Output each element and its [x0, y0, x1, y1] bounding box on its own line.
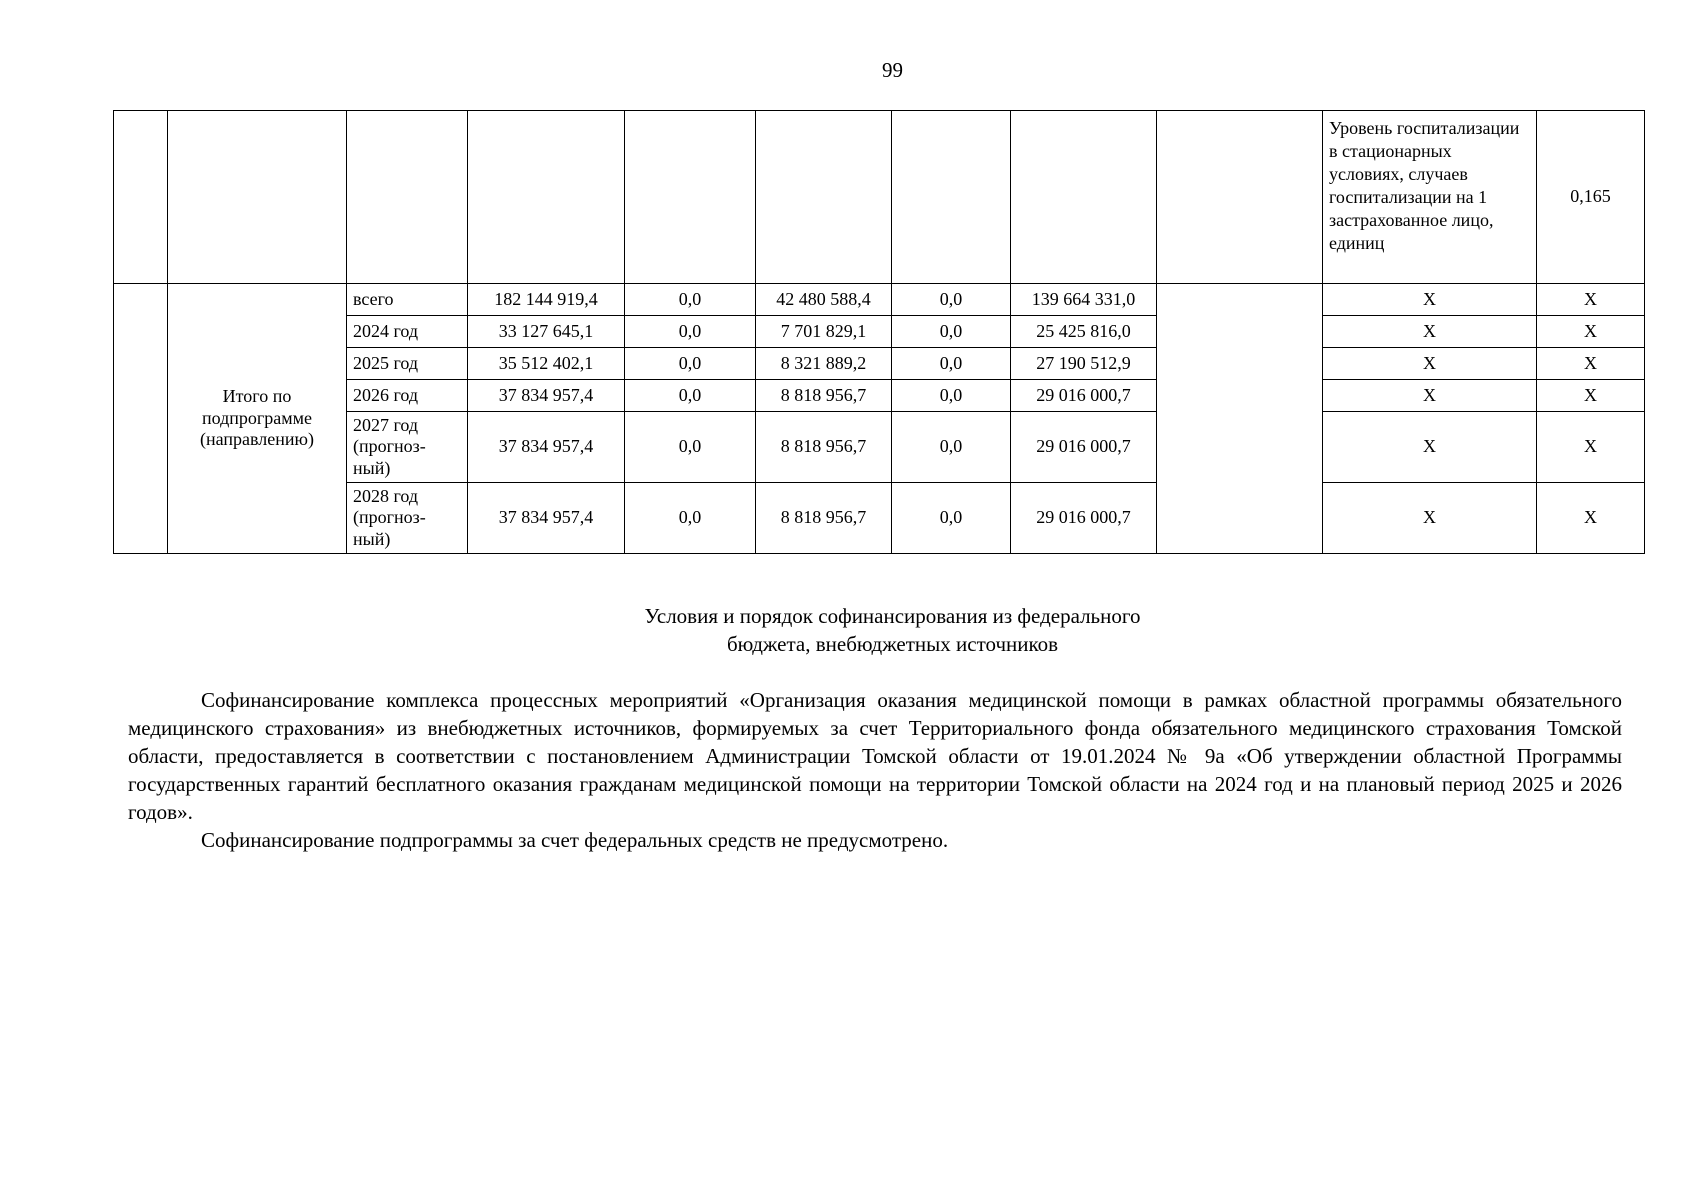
- value-cell: 37 834 957,4: [468, 412, 625, 483]
- value-cell: 25 425 816,0: [1011, 316, 1157, 348]
- x-mark: X: [1537, 284, 1645, 316]
- x-mark: X: [1323, 483, 1537, 554]
- period-cell: 2028 год (прогноз-ный): [347, 483, 468, 554]
- value-cell: 8 321 889,2: [756, 348, 892, 380]
- period-cell: всего: [347, 284, 468, 316]
- value-cell: 33 127 645,1: [468, 316, 625, 348]
- value-cell: 29 016 000,7: [1011, 380, 1157, 412]
- value-cell: 8 818 956,7: [756, 412, 892, 483]
- indicator-value: 0,165: [1537, 111, 1645, 284]
- page-number: 99: [882, 58, 903, 82]
- x-mark: X: [1537, 412, 1645, 483]
- value-cell: 0,0: [892, 316, 1011, 348]
- value-cell: 0,0: [625, 316, 756, 348]
- x-mark: X: [1537, 483, 1645, 554]
- paragraph-federal: Софинансирование подпрограммы за счет федеральных средств не предусмотрено.: [201, 828, 949, 852]
- value-cell: 29 016 000,7: [1011, 483, 1157, 554]
- section-heading: [0, 602, 1698, 658]
- value-cell: 29 016 000,7: [1011, 412, 1157, 483]
- value-cell: 0,0: [892, 380, 1011, 412]
- total-label: Итого по подпрограмме (направлению): [168, 284, 347, 554]
- value-cell: 37 834 957,4: [468, 380, 625, 412]
- x-mark: X: [1537, 380, 1645, 412]
- value-cell: 8 818 956,7: [756, 483, 892, 554]
- value-cell: 0,0: [625, 348, 756, 380]
- value-cell: 139 664 331,0: [1011, 284, 1157, 316]
- period-cell: 2026 год: [347, 380, 468, 412]
- x-mark: X: [1323, 316, 1537, 348]
- value-cell: 0,0: [892, 348, 1011, 380]
- value-cell: 27 190 512,9: [1011, 348, 1157, 380]
- paragraph-cofinancing: Софинансирование комплекса процессных мероприятий «Организация оказания медицинской помощи в рамках областной программы обязательного медицинского страхования» из внебюджетных источников, формируемых за счет Территориального фонда обязательного медицинского страхования Томской области, предоставляется в соответствии с постановлением Администрации Томской области от 19.01.2024 № 9а «Об утверждении областной Программы государственных гарантий бесплатного оказания гражданам медицинской помощи на территории Томской области на 2024 год и на плановый период 2025 и 2026 годов».: [128, 688, 1622, 824]
- heading-line-1: Условия и порядок софинансирования из федерального: [644, 604, 1141, 628]
- value-cell: 7 701 829,1: [756, 316, 892, 348]
- period-cell: 2025 год: [347, 348, 468, 380]
- period-cell: 2027 год (прогноз-ный): [347, 412, 468, 483]
- value-cell: 8 818 956,7: [756, 380, 892, 412]
- value-cell: 0,0: [892, 284, 1011, 316]
- value-cell: 0,0: [892, 483, 1011, 554]
- value-cell: 0,0: [892, 412, 1011, 483]
- financing-table: [113, 110, 1645, 554]
- table-row: [114, 111, 1645, 284]
- period-cell: 2024 год: [347, 316, 468, 348]
- value-cell: 0,0: [625, 380, 756, 412]
- x-mark: X: [1537, 316, 1645, 348]
- x-mark: X: [1323, 412, 1537, 483]
- value-cell: 0,0: [625, 412, 756, 483]
- value-cell: 182 144 919,4: [468, 284, 625, 316]
- value-cell: 37 834 957,4: [468, 483, 625, 554]
- x-mark: X: [1323, 284, 1537, 316]
- x-mark: X: [1323, 348, 1537, 380]
- indicator-name: Уровень госпитализации в стационарных условиях, случаев госпитализации на 1 застрахованное лицо, единиц: [1323, 111, 1537, 284]
- value-cell: 0,0: [625, 284, 756, 316]
- value-cell: 0,0: [625, 483, 756, 554]
- x-mark: X: [1323, 380, 1537, 412]
- x-mark: X: [1537, 348, 1645, 380]
- heading-line-2: бюджета, внебюджетных источников: [726, 632, 1059, 656]
- value-cell: 42 480 588,4: [756, 284, 892, 316]
- value-cell: 35 512 402,1: [468, 348, 625, 380]
- table-row: [114, 284, 1645, 316]
